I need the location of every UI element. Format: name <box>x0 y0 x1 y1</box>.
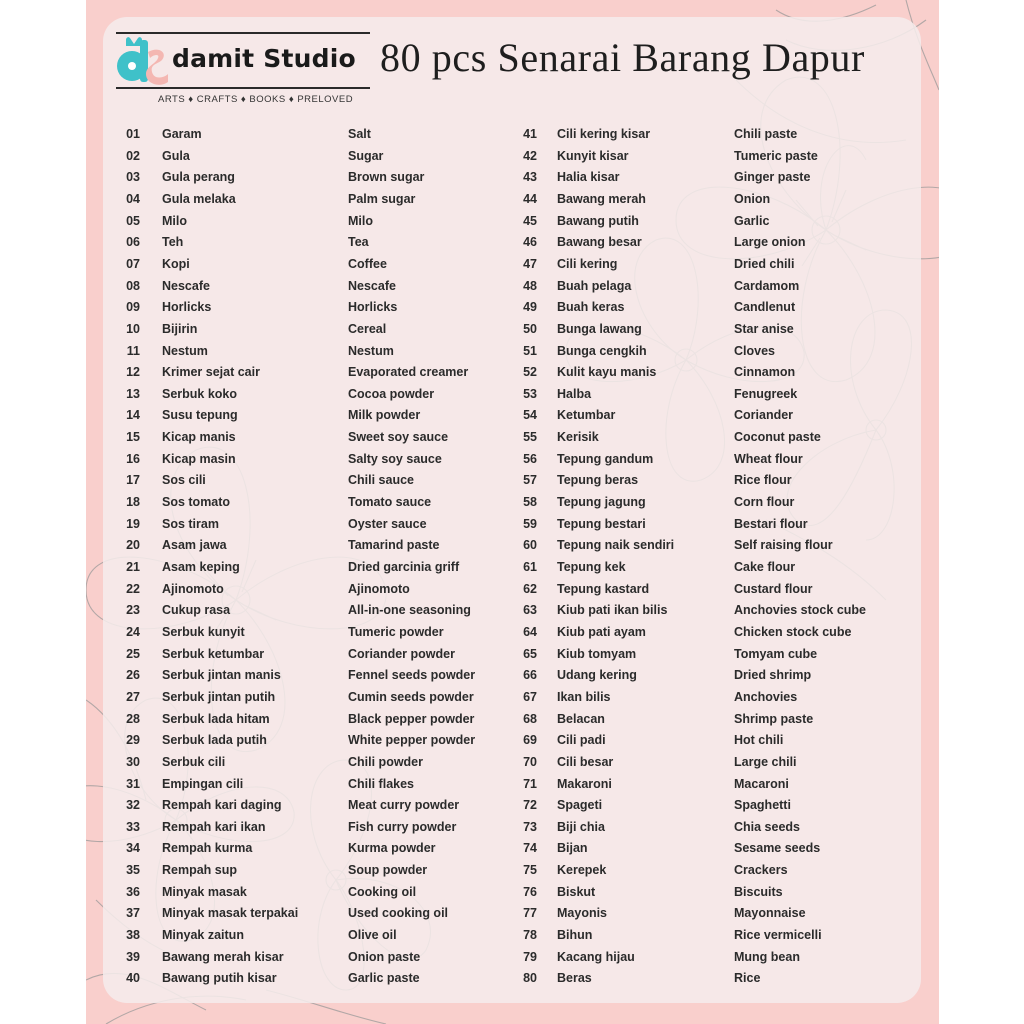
item-number: 07 <box>126 256 140 271</box>
item-english-name: Chicken stock cube <box>734 624 852 639</box>
item-number: 19 <box>126 516 140 531</box>
item-malay-name: Tepung beras <box>557 473 639 488</box>
item-malay-name: Nescafe <box>162 278 210 293</box>
list-item <box>0 535 1024 556</box>
item-english-name: Tumeric powder <box>348 624 444 639</box>
item-english-name: Black pepper powder <box>348 711 475 726</box>
item-malay-name: Nestum <box>162 343 208 358</box>
item-english-name: Biscuits <box>734 884 783 899</box>
item-number: 38 <box>126 928 140 943</box>
item-malay-name: Sos tiram <box>162 516 219 531</box>
item-english-name: Tomato sauce <box>348 495 432 510</box>
item-number: 21 <box>126 560 140 574</box>
list-item <box>0 427 1024 448</box>
item-english-name: Salty soy sauce <box>348 451 442 466</box>
item-malay-name: Bijirin <box>162 321 198 336</box>
item-number: 23 <box>126 603 140 618</box>
item-number: 17 <box>126 473 140 488</box>
list-item <box>0 795 1024 816</box>
item-number: 52 <box>523 365 537 380</box>
item-number: 29 <box>126 733 140 748</box>
item-number: 49 <box>523 300 537 315</box>
item-english-name: Tumeric paste <box>734 148 818 163</box>
item-number: 37 <box>126 906 140 921</box>
item-english-name: Horlicks <box>348 300 398 315</box>
item-malay-name: Kopi <box>162 256 190 271</box>
list-item <box>0 232 1024 253</box>
item-malay-name: Bijan <box>557 841 588 856</box>
item-english-name: Custard flour <box>734 581 813 596</box>
item-malay-name: Kicap masin <box>162 451 236 466</box>
item-malay-name: Serbuk kunyit <box>162 624 245 639</box>
list-item <box>0 622 1024 643</box>
list-item <box>0 254 1024 275</box>
item-number: 54 <box>523 408 537 423</box>
item-malay-name: Kunyit kisar <box>557 148 629 163</box>
item-malay-name: Tepung jagung <box>557 495 646 510</box>
item-malay-name: Halia kisar <box>557 170 620 185</box>
item-malay-name: Cili besar <box>557 754 614 769</box>
item-english-name: Corn flour <box>734 495 795 510</box>
item-english-name: Cumin seeds powder <box>348 689 474 704</box>
item-malay-name: Cili kering kisar <box>557 127 651 141</box>
item-number: 22 <box>126 581 140 596</box>
item-english-name: Dried shrimp <box>734 668 812 683</box>
item-number: 48 <box>523 278 537 293</box>
item-malay-name: Milo <box>162 213 187 228</box>
item-number: 32 <box>126 798 140 813</box>
item-number: 10 <box>126 321 140 336</box>
item-malay-name: Kiub pati ikan bilis <box>557 603 668 618</box>
item-english-name: Olive oil <box>348 928 397 943</box>
item-malay-name: Serbuk jintan manis <box>162 668 281 683</box>
list-item <box>0 341 1024 362</box>
item-english-name: Oyster sauce <box>348 516 427 531</box>
item-number: 57 <box>523 473 537 488</box>
list-item <box>0 514 1024 535</box>
item-malay-name: Bawang merah kisar <box>162 949 284 964</box>
item-malay-name: Mayonis <box>557 906 608 921</box>
item-malay-name: Cili kering <box>557 256 618 271</box>
item-malay-name: Bawang putih <box>557 213 639 228</box>
item-english-name: Mayonnaise <box>734 906 806 921</box>
item-number: 66 <box>523 668 537 683</box>
item-english-name: Nescafe <box>348 278 396 293</box>
list-item <box>0 774 1024 795</box>
item-number: 76 <box>523 884 537 899</box>
item-english-name: Kurma powder <box>348 841 436 856</box>
item-malay-name: Garam <box>162 127 202 141</box>
item-english-name: Onion paste <box>348 949 421 964</box>
item-english-name: Chili flakes <box>348 776 414 791</box>
list-item <box>0 297 1024 318</box>
item-malay-name: Gula melaka <box>162 191 236 206</box>
list-item <box>0 600 1024 621</box>
item-number: 01 <box>126 127 140 141</box>
item-number: 69 <box>523 733 537 748</box>
item-english-name: Sweet soy sauce <box>348 430 449 445</box>
item-english-name: Tea <box>348 235 369 250</box>
item-number: 73 <box>523 819 537 834</box>
item-english-name: Coriander powder <box>348 646 455 661</box>
item-malay-name: Tepung kastard <box>557 581 650 596</box>
item-number: 60 <box>523 538 537 553</box>
item-malay-name: Horlicks <box>162 300 212 315</box>
item-english-name: Fish curry powder <box>348 819 457 834</box>
item-number: 05 <box>126 213 140 228</box>
item-malay-name: Tepung naik sendiri <box>557 538 675 553</box>
item-malay-name: Belacan <box>557 711 605 726</box>
item-malay-name: Serbuk koko <box>162 386 238 401</box>
item-number: 40 <box>126 971 140 986</box>
item-english-name: Milk powder <box>348 408 421 423</box>
item-malay-name: Serbuk jintan putih <box>162 689 276 704</box>
item-malay-name: Kerepek <box>557 863 607 878</box>
item-malay-name: Buah pelaga <box>557 278 632 293</box>
item-english-name: Chili sauce <box>348 473 414 488</box>
item-number: 53 <box>523 386 537 401</box>
item-english-name: Onion <box>734 191 771 206</box>
item-number: 11 <box>126 343 140 358</box>
item-number: 67 <box>523 689 537 704</box>
list-item <box>0 189 1024 210</box>
item-english-name: Evaporated creamer <box>348 365 469 380</box>
item-english-name: Mung bean <box>734 949 800 964</box>
item-number: 68 <box>523 711 537 726</box>
item-number: 65 <box>523 646 537 661</box>
item-english-name: Rice flour <box>734 473 792 488</box>
item-english-name: Cardamom <box>734 278 800 293</box>
list-item <box>0 579 1024 600</box>
item-number: 72 <box>523 798 537 813</box>
list-item <box>0 687 1024 708</box>
item-malay-name: Kiub tomyam <box>557 646 637 661</box>
item-english-name: Anchovies <box>734 689 798 704</box>
item-number: 02 <box>126 148 140 163</box>
item-malay-name: Minyak zaitun <box>162 928 244 943</box>
item-malay-name: Makaroni <box>557 776 612 791</box>
item-malay-name: Tepung bestari <box>557 516 646 531</box>
item-number: 24 <box>126 624 140 639</box>
item-malay-name: Beras <box>557 971 592 986</box>
item-malay-name: Kerisik <box>557 430 599 445</box>
item-number: 62 <box>523 581 537 596</box>
item-english-name: Rice vermicelli <box>734 928 822 943</box>
item-malay-name: Serbuk lada putih <box>162 733 267 748</box>
logo-bottom-rule <box>116 87 370 89</box>
list-item <box>0 124 1024 145</box>
item-english-name: Coffee <box>348 256 387 271</box>
item-english-name: Garlic paste <box>348 971 420 986</box>
item-english-name: Crackers <box>734 863 788 878</box>
item-english-name: Rice <box>734 971 761 986</box>
item-malay-name: Tepung kek <box>557 560 626 574</box>
brand-name: damit Studio <box>172 44 356 73</box>
item-english-name: Used cooking oil <box>348 906 449 921</box>
item-number: 42 <box>523 148 537 163</box>
item-number: 77 <box>523 906 537 921</box>
item-number: 28 <box>126 711 140 726</box>
item-english-name: Tamarind paste <box>348 538 440 553</box>
item-english-name: Self raising flour <box>734 538 833 553</box>
item-number: 12 <box>126 365 140 380</box>
item-number: 30 <box>126 754 140 769</box>
item-number: 03 <box>126 170 140 185</box>
item-english-name: Cloves <box>734 343 775 358</box>
item-malay-name: Biskut <box>557 884 596 899</box>
item-malay-name: Bunga lawang <box>557 321 642 336</box>
item-malay-name: Kiub pati ayam <box>557 624 646 639</box>
list-item <box>0 665 1024 686</box>
item-english-name: Spaghetti <box>734 798 791 813</box>
item-malay-name: Asam jawa <box>162 538 227 553</box>
item-english-name: Meat curry powder <box>348 798 460 813</box>
item-number: 25 <box>126 646 140 661</box>
item-number: 18 <box>126 495 140 510</box>
item-malay-name: Serbuk ketumbar <box>162 646 265 661</box>
item-number: 33 <box>126 819 140 834</box>
item-english-name: Coriander <box>734 408 794 423</box>
list-item <box>0 405 1024 426</box>
item-english-name: Wheat flour <box>734 451 803 466</box>
item-english-name: Hot chili <box>734 733 784 748</box>
item-english-name: Cinnamon <box>734 365 796 380</box>
item-english-name: Nestum <box>348 343 394 358</box>
list-item <box>0 968 1024 989</box>
item-number: 74 <box>523 841 537 856</box>
item-number: 47 <box>523 256 537 271</box>
item-malay-name: Spageti <box>557 798 603 813</box>
item-english-name: All-in-one seasoning <box>348 603 471 618</box>
list-item <box>0 492 1024 513</box>
item-number: 13 <box>126 386 140 401</box>
item-malay-name: Krimer sejat cair <box>162 365 260 380</box>
item-number: 31 <box>126 776 140 791</box>
list-item <box>0 817 1024 838</box>
list-item <box>0 644 1024 665</box>
item-number: 64 <box>523 624 537 639</box>
item-malay-name: Bihun <box>557 928 593 943</box>
list-item <box>0 709 1024 730</box>
item-number: 44 <box>523 191 537 206</box>
list-item <box>0 882 1024 903</box>
item-malay-name: Asam keping <box>162 560 240 574</box>
item-english-name: Cocoa powder <box>348 386 435 401</box>
item-number: 36 <box>126 884 140 899</box>
item-english-name: Ginger paste <box>734 170 811 185</box>
item-number: 50 <box>523 321 537 336</box>
item-number: 08 <box>126 278 140 293</box>
list-item <box>0 730 1024 751</box>
item-english-name: Fennel seeds powder <box>348 668 476 683</box>
item-english-name: White pepper powder <box>348 733 476 748</box>
item-malay-name: Minyak masak terpakai <box>162 906 299 921</box>
item-english-name: Bestari flour <box>734 516 808 531</box>
item-malay-name: Bawang putih kisar <box>162 971 277 986</box>
item-english-name: Cooking oil <box>348 884 417 899</box>
item-number: 15 <box>126 430 140 445</box>
list-item <box>0 384 1024 405</box>
list-item <box>0 860 1024 881</box>
item-malay-name: Rempah kurma <box>162 841 253 856</box>
brand-tagline: ARTS ♦ CRAFTS ♦ BOOKS ♦ PRELOVED <box>158 94 354 105</box>
item-number: 04 <box>126 191 140 206</box>
item-malay-name: Gula perang <box>162 170 235 185</box>
item-malay-name: Rempah kari ikan <box>162 819 266 834</box>
logo-top-rule <box>116 32 370 34</box>
item-english-name: Chia seeds <box>734 819 801 834</box>
item-english-name: Cereal <box>348 321 387 336</box>
list-item <box>0 362 1024 383</box>
item-number: 06 <box>126 235 140 250</box>
item-number: 20 <box>126 538 140 553</box>
item-malay-name: Ikan bilis <box>557 689 611 704</box>
item-malay-name: Kicap manis <box>162 430 236 445</box>
item-malay-name: Gula <box>162 148 190 163</box>
item-english-name: Garlic <box>734 213 770 228</box>
item-malay-name: Sos tomato <box>162 495 231 510</box>
item-number: 58 <box>523 495 537 510</box>
item-malay-name: Biji chia <box>557 819 605 834</box>
item-number: 78 <box>523 928 537 943</box>
list-item <box>0 903 1024 924</box>
item-english-name: Sugar <box>348 148 384 163</box>
item-english-name: Salt <box>348 127 371 141</box>
item-number: 16 <box>126 451 140 466</box>
list-item <box>0 146 1024 167</box>
item-english-name: Fenugreek <box>734 386 798 401</box>
item-number: 51 <box>523 343 537 358</box>
item-malay-name: Buah keras <box>557 300 625 315</box>
item-english-name: Coconut paste <box>734 430 821 445</box>
item-malay-name: Empingan cili <box>162 776 244 791</box>
item-english-name: Ajinomoto <box>348 581 410 596</box>
item-number: 09 <box>126 300 140 315</box>
brand-logo <box>116 32 370 110</box>
item-english-name: Milo <box>348 213 373 228</box>
list-item <box>0 925 1024 946</box>
item-malay-name: Teh <box>162 235 184 250</box>
item-english-name: Shrimp paste <box>734 711 814 726</box>
list-item <box>0 470 1024 491</box>
list-item <box>0 752 1024 773</box>
item-english-name: Candlenut <box>734 300 796 315</box>
item-english-name: Soup powder <box>348 863 428 878</box>
item-malay-name: Rempah kari daging <box>162 798 282 813</box>
item-english-name: Large chili <box>734 754 797 769</box>
list-item <box>0 319 1024 340</box>
item-number: 35 <box>126 863 140 878</box>
list-item <box>0 211 1024 232</box>
item-malay-name: Cukup rasa <box>162 603 231 618</box>
item-malay-name: Udang kering <box>557 668 637 683</box>
item-number: 75 <box>523 863 537 878</box>
item-number: 80 <box>523 971 537 986</box>
item-malay-name: Kulit kayu manis <box>557 365 657 380</box>
item-number: 41 <box>523 127 537 141</box>
item-number: 39 <box>126 949 140 964</box>
damit-studio-logo-mark <box>116 36 170 86</box>
list-item <box>0 167 1024 188</box>
list-item <box>0 557 1024 578</box>
item-number: 27 <box>126 689 140 704</box>
item-malay-name: Serbuk cili <box>162 754 226 769</box>
item-number: 63 <box>523 603 537 618</box>
item-number: 26 <box>126 668 140 683</box>
item-malay-name: Halba <box>557 386 592 401</box>
item-number: 71 <box>523 776 537 791</box>
item-number: 45 <box>523 213 537 228</box>
item-malay-name: Bawang besar <box>557 235 642 250</box>
page-title: 80 pcs Senarai Barang Dapur <box>380 35 865 80</box>
item-malay-name: Ajinomoto <box>162 581 224 596</box>
item-english-name: Chili paste <box>734 127 798 141</box>
item-english-name: Macaroni <box>734 776 789 791</box>
item-english-name: Chili powder <box>348 754 423 769</box>
item-english-name: Tomyam cube <box>734 646 818 661</box>
item-number: 46 <box>523 235 537 250</box>
list-item <box>0 449 1024 470</box>
item-malay-name: Tepung gandum <box>557 451 654 466</box>
item-malay-name: Sos cili <box>162 473 206 488</box>
item-malay-name: Rempah sup <box>162 863 238 878</box>
item-english-name: Star anise <box>734 321 794 336</box>
item-english-name: Dried chili <box>734 256 795 271</box>
item-number: 43 <box>523 170 537 185</box>
item-number: 34 <box>126 841 140 856</box>
item-number: 70 <box>523 754 537 769</box>
item-english-name: Large onion <box>734 235 806 250</box>
list-item <box>0 947 1024 968</box>
item-malay-name: Cili padi <box>557 733 606 748</box>
item-english-name: Sesame seeds <box>734 841 821 856</box>
item-malay-name: Susu tepung <box>162 408 238 423</box>
item-english-name: Dried garcinia griff <box>348 560 460 574</box>
item-malay-name: Bunga cengkih <box>557 343 647 358</box>
item-number: 56 <box>523 451 537 466</box>
item-english-name: Brown sugar <box>348 170 425 185</box>
item-malay-name: Serbuk lada hitam <box>162 711 270 726</box>
item-number: 79 <box>523 949 537 964</box>
item-number: 55 <box>523 430 537 445</box>
item-malay-name: Minyak masak <box>162 884 247 899</box>
item-english-name: Anchovies stock cube <box>734 603 866 618</box>
item-malay-name: Ketumbar <box>557 408 616 423</box>
item-english-name: Cake flour <box>734 560 796 574</box>
item-malay-name: Kacang hijau <box>557 949 635 964</box>
item-english-name: Palm sugar <box>348 191 416 206</box>
item-number: 14 <box>126 408 140 423</box>
list-item <box>0 276 1024 297</box>
item-number: 59 <box>523 516 537 531</box>
list-item <box>0 838 1024 859</box>
item-malay-name: Bawang merah <box>557 191 646 206</box>
item-number: 61 <box>523 560 537 574</box>
